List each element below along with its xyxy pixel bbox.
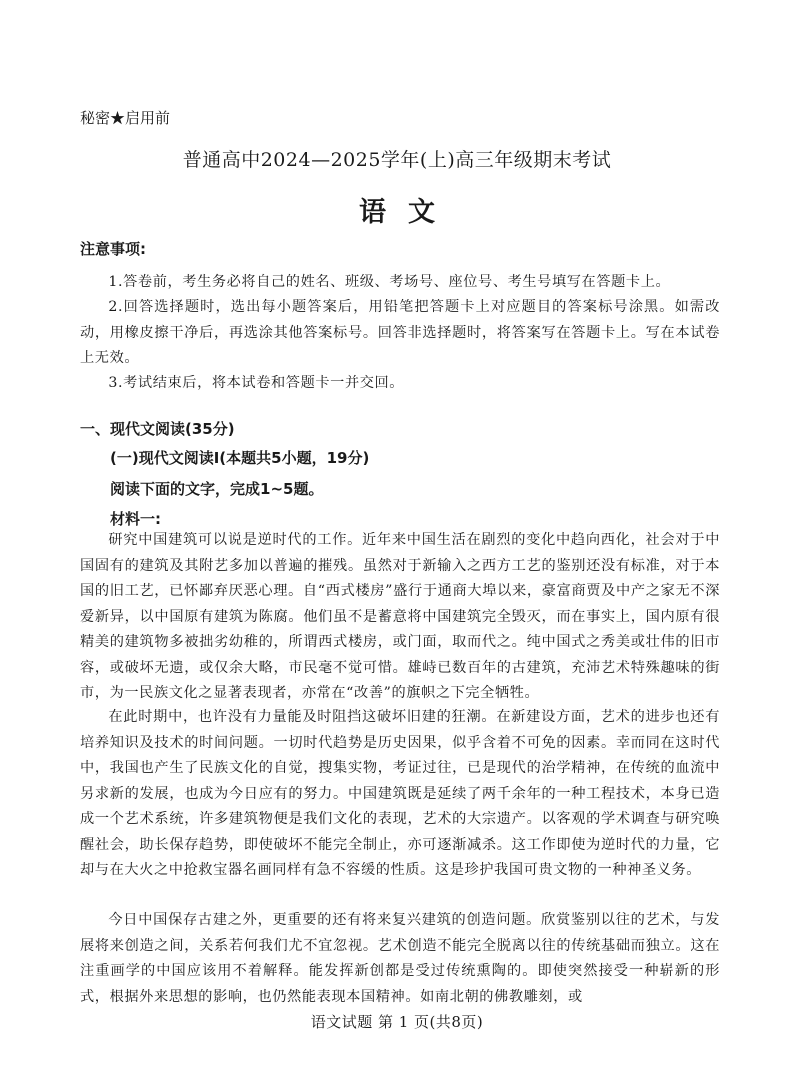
- notice-item-3: 3.考试结束后，将本试卷和答题卡一并交回。: [108, 375, 405, 391]
- notice-item-1: 1.答卷前，考生务必将自己的姓名、班级、考场号、座位号、考生号填写在答题卡上。: [108, 274, 671, 290]
- notice-heading: 注意事项:: [80, 240, 146, 258]
- passage-paragraph-1: 研究中国建筑可以说是逆时代的工作。近年来中国生活在剧烈的变化中趋向西化，社会对于中国固有的建筑及其附艺多加以普遍的摧残。虽然对于新输入之西方工艺的鉴别还没有标准，对于本国的旧工艺，已怀鄙弃厌恶心理。自“西式楼房”盛行于通商大埠以来，豪富商贾及中产之家无不深爱新异，以中国原有建筑为陈腐。他们虽不是蓄意将中国建筑完全毁灭，而在事实上，国内原有很精美的建筑物多被拙劣幼稚的，所谓西式楼房，或门面，取而代之。纯中国式之秀美或壮伟的旧市容，或破坏无遗，或仅余大略，市民毫不觉可惜。雄峙已数百年的古建筑，充沛艺术特殊趣味的街市，为一民族文化之显著表现者，亦常在“改善”的旗帜之下完全牺牲。: [80, 532, 720, 701]
- material-label: 材料一:: [110, 510, 161, 528]
- passage-paragraph-3: 今日中国保存古建之外，更重要的还有将来复兴建筑的创造问题。欣赏鉴别以往的艺术，与发展将来创造之间，关系若何我们尤不宜忽视。艺术创造不能完全脱离以往的传统基础而独立。这在注重画学的中国应该用不着解释。能发挥新创都是受过传统熏陶的。即使突然接受一种崭新的形式，根据外来思想的影响，也仍然能表现本国精神。如南北朝的佛教雕刻，或: [80, 912, 720, 1005]
- reading-instruction: 阅读下面的文字，完成1~5题。: [110, 480, 324, 498]
- confidential-label: 秘密★启用前: [80, 109, 171, 127]
- section-heading: 一、现代文阅读(35分): [80, 420, 235, 438]
- subject-title: 语文: [359, 197, 457, 228]
- passage-paragraph-2: 在此时期中，也许没有力量能及时阻挡这破坏旧建的狂潮。在新建设方面，艺术的进步也还有培养知识及技术的时间问题。一切时代趋势是历史因果，似乎含着不可免的因素。幸而同在这时代中，我国也产生了民族文化的自觉，搜集实物，考证过往，已是现代的治学精神，在传统的血流中另求新的发展，也成为今日应有的努力。中国建筑既是延续了两千余年的一种工程技术，本身已造成一个艺术系统，许多建筑物便是我们文化的表现，艺术的大宗遗产。以客观的学术调查与研究唤醒社会，助长保存趋势，即使破坏不能完全制止，亦可逐渐减杀。这工作即使为逆时代的力量，它却与在大火之中抢救宝器名画同样有急不容缓的性质。这是珍护我国可贵文物的一种神圣义务。: [80, 709, 720, 878]
- exam-title: 普通高中2024—2025学年(上)高三年级期末考试: [182, 149, 612, 171]
- notice-item-2: 2.回答选择题时，选出每小题答案后，用铅笔把答题卡上对应题目的答案标号涂黑。如需改动，用橡皮擦干净后，再选涂其他答案标号。回答非选择题时，将答案写在答题卡上。写在本试卷上无效。: [80, 299, 720, 366]
- section-subheading: (一)现代文阅读Ⅰ(本题共5小题，19分): [110, 449, 370, 467]
- page-footer: 语文试题 第 1 页(共8页): [310, 1013, 484, 1031]
